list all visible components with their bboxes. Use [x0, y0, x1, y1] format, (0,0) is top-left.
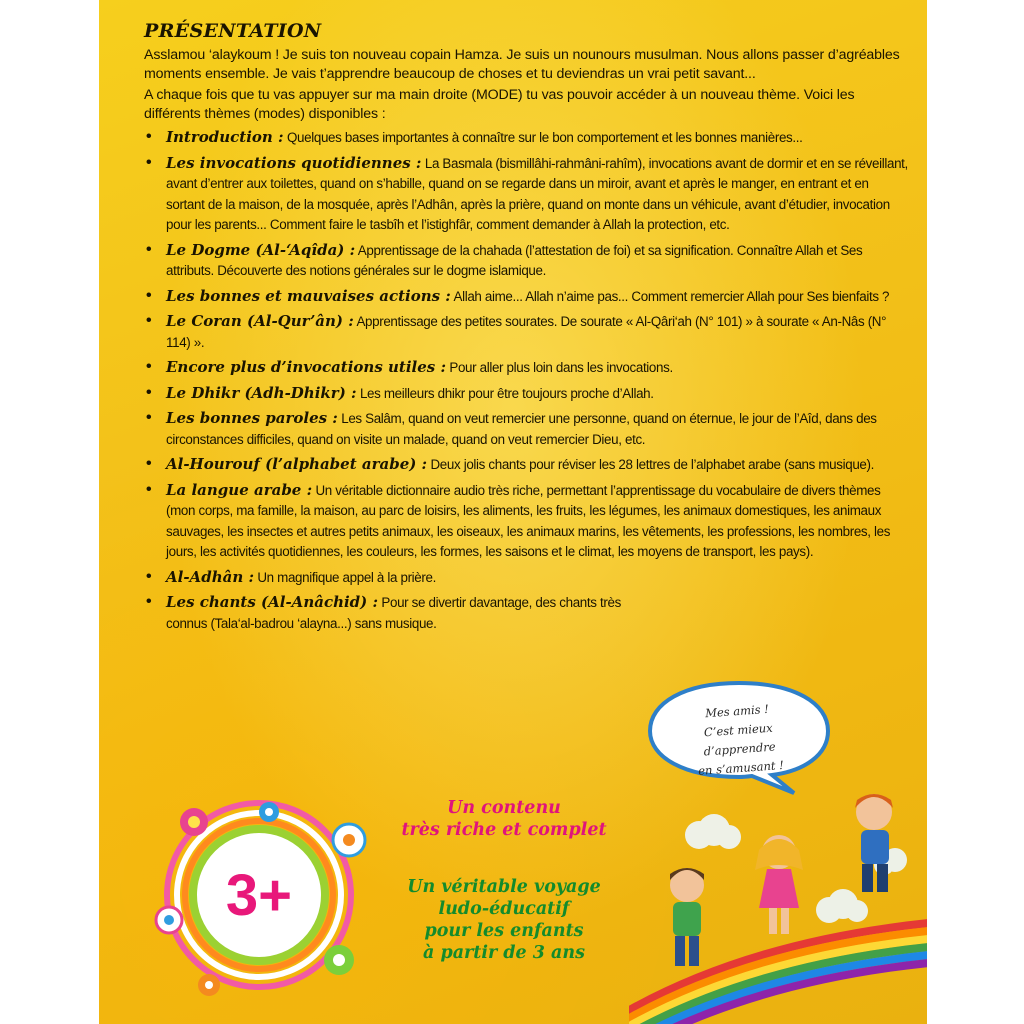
intro-paragraph: Asslamou ‘alaykoum ! Je suis ton nouveau copain Hamza. Je suis un nounours musulman. Nous allons passer d’agréables moments ensemble. Je vais t’apprendre beaucoup de choses et tu deviendras un vrai petit savant... — [144, 47, 900, 82]
age-badge-label: 3+ — [225, 863, 293, 928]
promo-line: Un véritable voyage — [407, 877, 601, 897]
list-item — [144, 240, 909, 282]
kids-rainbow-illustration — [629, 790, 927, 1024]
theme-term: Al-Adhân : — [166, 567, 254, 586]
promo-line: Un contenu — [447, 798, 561, 818]
promo-green — [384, 876, 624, 964]
theme-term: Le Coran (Al-Qur’ân) : — [166, 312, 354, 330]
theme-term: Encore plus d’invocations utiles : — [166, 358, 446, 376]
boy-right-icon — [855, 794, 893, 892]
theme-description: Les meilleurs dhikr pour être toujours proche d’Allah. — [359, 385, 654, 401]
bubble-line: C’est mieux d’apprendre — [703, 720, 777, 759]
theme-term: Les bonnes paroles : — [166, 409, 338, 427]
promo-pink — [384, 797, 624, 841]
theme-term: Le Dogme (Al-‘Aqîda) : — [166, 240, 356, 259]
boy-left-icon — [670, 868, 704, 966]
list-item — [144, 383, 909, 405]
theme-term: Les invocations quotidiennes : — [166, 153, 422, 172]
themes-list — [144, 127, 909, 634]
bubble-line: en s’amusant ! — [697, 757, 785, 778]
theme-term: La langue arabe : — [166, 480, 313, 499]
theme-term: Les bonnes et mauvaises actions : — [166, 286, 451, 305]
theme-description: Apprentissage de la chahada (l’attestation de foi) et sa signification. Connaître Allah et Ses attributs. Découverte des notions générales sur le dogme islamique. — [166, 242, 863, 278]
theme-term: Al-Hourouf (l’alphabet arabe) : — [166, 455, 428, 473]
theme-term: Introduction : — [166, 128, 284, 146]
promo-line: ludo-éducatif — [438, 899, 570, 919]
age-badge — [149, 800, 389, 1000]
presentation-section — [144, 20, 909, 638]
page-title: PRÉSENTATION — [144, 20, 322, 42]
list-item — [144, 153, 909, 236]
theme-description: Allah aime... Allah n’aime pas... Comment remercier Allah pour Ses bienfaits ? — [453, 288, 890, 304]
list-item — [144, 286, 909, 308]
bubble-text — [667, 697, 812, 783]
theme-description: Quelques bases importantes à connaître sur le bon comportement et les bonnes manières... — [286, 130, 803, 145]
list-item — [144, 592, 646, 634]
theme-description: La Basmala (bismillâhi-rahmâni-rahîm), invocations avant de dormir et en se réveillant, avant d’entrer aux toilettes, quand on s’habille, quand on se regarde dans un miroir, avant et après le manger, en entrant et en sortant de la maison, de la mosquée, après l’Adhân, après la prière, quand on monte dans un véhicule, avant d’étudier, invocation pour les parents... Comment faire le tasbîh et l’istighfâr, comment demander à Allah la protection, etc. — [166, 155, 908, 232]
list-item — [144, 127, 909, 149]
theme-description: Les Salâm, quand on veut remercier une personne, quand on éternue, le jour de l’Aîd, dans des circonstances difficiles, quand on visite un malade, quand on veut remercier Dieu, etc. — [166, 411, 877, 447]
list-item — [144, 408, 909, 450]
list-item — [144, 567, 909, 589]
theme-description: Pour aller plus loin dans les invocations. — [449, 360, 673, 375]
theme-term: Les chants (Al-Anâchid) : — [166, 593, 379, 611]
rainbow-icon — [629, 922, 927, 1024]
list-item — [144, 311, 909, 353]
promo-line: à partir de 3 ans — [423, 943, 585, 963]
girl-icon — [755, 835, 803, 934]
promo-line: très riche et complet — [401, 820, 607, 840]
theme-description: Pour se divertir davantage, des chants très connus (Tala‘al-badrou ‘alayna...) sans musique. — [166, 595, 621, 631]
theme-description: Un véritable dictionnaire audio très riche, permettant l’apprentissage du vocabulaire de divers thèmes (mon corps, ma famille, la maison, au parc de loisirs, les aliments, les fruits, les légumes, les animaux domestiques, les animaux sauvages, les insectes et autres petits animaux, les oiseaux, les animaux marins, les vêtements, les professions, les nombres, les jours, les activités quotidiennes, les couleurs, les formes, les saisons et le climat, les moyens de transport, les pays). — [166, 482, 891, 559]
promo-line: pour les enfants — [424, 921, 584, 941]
product-page — [99, 0, 927, 1024]
theme-description: Un magnifique appel à la prière. — [257, 569, 436, 585]
theme-description: Deux jolis chants pour réviser les 28 lettres de l’alphabet arabe (sans musique). — [430, 457, 875, 472]
theme-description: Apprentissage des petites sourates. De sourate « Al-Qâri‘ah (N° 101) » à sourate « An-Nâs (N° 114) ». — [166, 314, 887, 350]
theme-term: Le Dhikr (Adh-Dhikr) : — [166, 383, 357, 402]
list-item — [144, 357, 909, 379]
bubble-line: Mes amis ! — [704, 701, 770, 721]
intro-paragraph: A chaque fois que tu vas appuyer sur ma main droite (MODE) tu vas pouvoir accéder à un nouveau thème. Voici les différents thèmes (modes) disponibles : — [144, 87, 855, 122]
list-item — [144, 480, 909, 563]
list-item — [144, 454, 909, 476]
